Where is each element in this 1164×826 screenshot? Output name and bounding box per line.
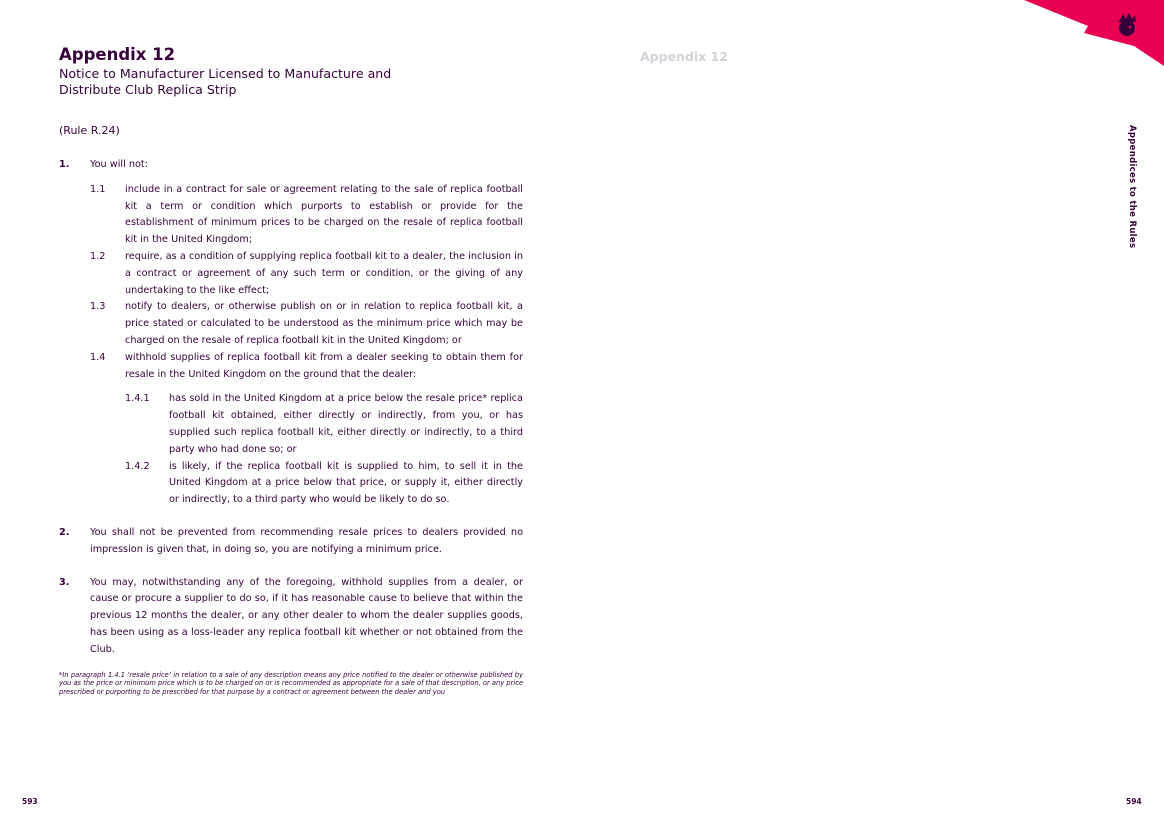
sub-clause-number: 1.3 (90, 301, 106, 313)
page-title: Appendix 12 (59, 45, 176, 64)
clause-1 (59, 157, 523, 174)
sub-clause-number: 1.4 (90, 351, 106, 363)
sub-sub-clause-number: 1.4.1 (125, 393, 150, 405)
section-side-label: Appendices to the Rules (1127, 125, 1137, 249)
clause-text: You shall not be prevented from recommending resale prices to dealers provided no impression is given that, in doing so, you are notifying a minimum price. (90, 526, 523, 555)
sub-clause-text: include in a contract for sale or agreement relating to the sale of replica football kit a term or condition which purports to establish or provide for the establishment of minimum prices to be charged on the resale of replica football kit in the United Kingdom; (125, 183, 523, 246)
sub-sub-clause-text: has sold in the United Kingdom at a price below the resale price* replica football kit obtained, either directly or indirectly, from you, or has supplied such replica football kit, either directly or indirectly, to a third party who had done so; or (169, 393, 523, 455)
footnote: *In paragraph 1.4.1 ‘resale price’ in relation to a sale of any description means any price notified to the dealer or otherwise published by you as the price or minimum price which is to be charged on or is recommended as appropriate for a sale of that description, or any price prescribed or purporting to be prescribed for that purpose by a contract or agreement between the dealer and you (59, 671, 523, 696)
sub-sub-clause-text: is likely, if the replica football kit is supplied to him, to sell it in the United Kingdom at a price below that price, or supply it, either directly or indirectly, to a third party who would be likely to do so. (169, 460, 523, 506)
sub-clause-1-4-2 (125, 459, 523, 509)
page-subtitle: Notice to Manufacturer Licensed to Manufacture and Distribute Club Replica Strip (59, 66, 392, 97)
sub-clause-1-3 (90, 299, 523, 349)
right-page-title: Appendix 12 (640, 49, 728, 64)
appendix-body (59, 157, 523, 659)
clause-number: 3. (59, 576, 70, 588)
corner-brand-banner (1014, 0, 1164, 70)
sub-clause-1-2 (90, 249, 523, 299)
sub-clause-number: 1.2 (90, 250, 106, 262)
page-number-right: 594 (1126, 797, 1142, 806)
sub-clause-1-4-1 (125, 391, 523, 458)
clause-text: You may, notwithstanding any of the foregoing, withhold supplies from a dealer, or cause or procure a supplier to do so, if it has reasonable cause to believe that within the previous 12 months the dealer, or any other dealer to whom the dealer supplies goods, has been using as a loss-leader any replica football kit whether or not obtained from the Club. (90, 576, 523, 655)
sub-clause-text: require, as a condition of supplying replica football kit to a dealer, the inclusion in a contract or agreement of any such term or condition, or the giving of any undertaking to the like effect; (125, 250, 523, 296)
sub-sub-clause-number: 1.4.2 (125, 460, 150, 472)
pink-banner-shape (1024, 0, 1164, 66)
clause-text: You will not: (90, 159, 148, 170)
clause-number: 1. (59, 159, 70, 170)
sub-clause-1-1 (90, 182, 523, 249)
clause-number: 2. (59, 526, 70, 538)
rule-reference: (Rule R.24) (59, 124, 120, 137)
sub-clause-1-4 (90, 350, 523, 384)
clause-2 (59, 525, 523, 559)
sub-clause-number: 1.1 (90, 183, 106, 195)
clause-3 (59, 575, 523, 659)
page-number-left: 593 (22, 797, 38, 806)
sub-clause-text: notify to dealers, or otherwise publish on or in relation to replica football kit, a price stated or calculated to be understood as the minimum price which may be charged on the resale of replica football kit in the United Kingdom; or (125, 301, 523, 346)
sub-clause-text: withhold supplies of replica football kit from a dealer seeking to obtain them for resale in the United Kingdom on the ground that the dealer: (125, 351, 523, 380)
